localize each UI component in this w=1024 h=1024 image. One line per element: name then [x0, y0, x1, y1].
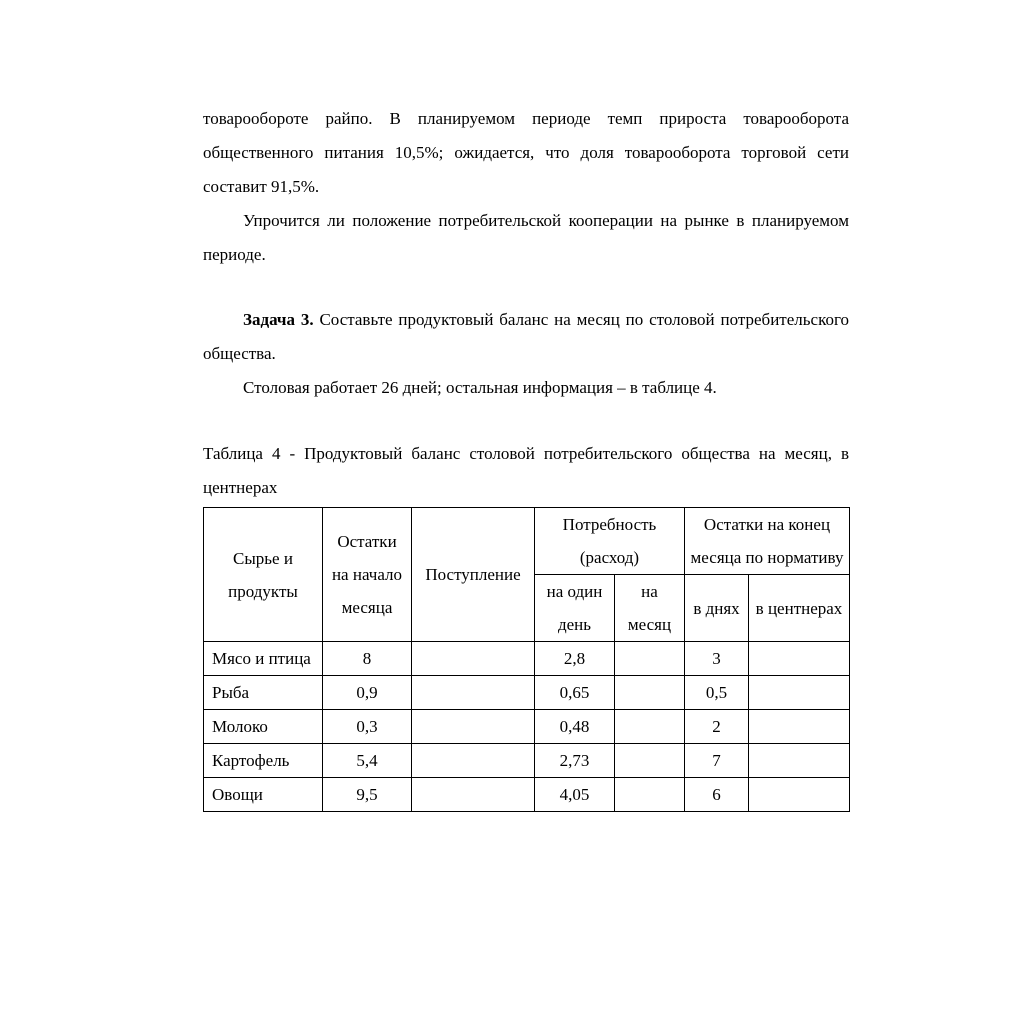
cell-per-day: 4,05 — [535, 778, 615, 812]
cell-centners — [749, 744, 850, 778]
cell-centners — [749, 710, 850, 744]
cell-product: Овощи — [204, 778, 323, 812]
header-demand: Потребность (расход) — [535, 508, 685, 575]
cell-centners — [749, 778, 850, 812]
header-per-day: на один день — [535, 575, 615, 642]
cell-days: 3 — [685, 642, 749, 676]
cell-per-month — [615, 778, 685, 812]
cell-per-month — [615, 676, 685, 710]
intro-paragraph: товарообороте райпо. В планируемом периоде темп прироста товарооборота общественного питания 10,5%; ожидается, что доля товарооборота торговой сети составит 91,5%. — [203, 109, 849, 196]
header-incoming: Поступление — [412, 508, 535, 642]
cell-start: 5,4 — [323, 744, 412, 778]
header-product: Сырье и продукты — [204, 508, 323, 642]
cell-incoming — [412, 778, 535, 812]
cell-per-month — [615, 642, 685, 676]
cell-per-day: 2,8 — [535, 642, 615, 676]
cell-per-month — [615, 710, 685, 744]
spacer — [203, 405, 849, 437]
header-row-1 — [204, 508, 850, 575]
product-balance-table — [203, 507, 850, 812]
cell-per-day: 0,48 — [535, 710, 615, 744]
table-caption: Таблица 4 - Продуктовый баланс столовой потребительского общества на месяц, в центнерах — [203, 444, 849, 497]
cell-days: 7 — [685, 744, 749, 778]
cell-start: 0,9 — [323, 676, 412, 710]
header-per-month: на месяц — [615, 575, 685, 642]
header-in-days: в днях — [685, 575, 749, 642]
cell-days: 0,5 — [685, 676, 749, 710]
question-paragraph: Упрочится ли положение потребительской кооперации на рынке в планируемом периоде. — [203, 211, 849, 264]
table-row — [204, 676, 850, 710]
cell-incoming — [412, 710, 535, 744]
cell-per-day: 0,65 — [535, 676, 615, 710]
cell-incoming — [412, 676, 535, 710]
task-paragraph — [203, 303, 849, 371]
cell-days: 6 — [685, 778, 749, 812]
cell-start: 9,5 — [323, 778, 412, 812]
cell-incoming — [412, 744, 535, 778]
cell-per-day: 2,73 — [535, 744, 615, 778]
cell-product: Мясо и птица — [204, 642, 323, 676]
cell-per-month — [615, 744, 685, 778]
cell-product: Рыба — [204, 676, 323, 710]
table-row — [204, 710, 850, 744]
header-in-centners: в центнерах — [749, 575, 850, 642]
cell-product: Картофель — [204, 744, 323, 778]
spacer — [203, 272, 849, 303]
header-start-stock: Остатки на начало месяца — [323, 508, 412, 642]
cell-days: 2 — [685, 710, 749, 744]
table-row — [204, 744, 850, 778]
document-page — [203, 102, 849, 812]
task-label: Задача 3. — [243, 310, 314, 329]
cell-centners — [749, 676, 850, 710]
table-row — [204, 778, 850, 812]
cell-centners — [749, 642, 850, 676]
cell-incoming — [412, 642, 535, 676]
cell-start: 0,3 — [323, 710, 412, 744]
info-paragraph: Столовая работает 26 дней; остальная информация – в таблице 4. — [243, 378, 717, 397]
table-row — [204, 642, 850, 676]
task-text: Составьте продуктовый баланс на месяц по столовой потребительского общества. — [203, 310, 850, 363]
header-end-stock: Остатки на конец месяца по нормативу — [685, 508, 850, 575]
cell-start: 8 — [323, 642, 412, 676]
cell-product: Молоко — [204, 710, 323, 744]
